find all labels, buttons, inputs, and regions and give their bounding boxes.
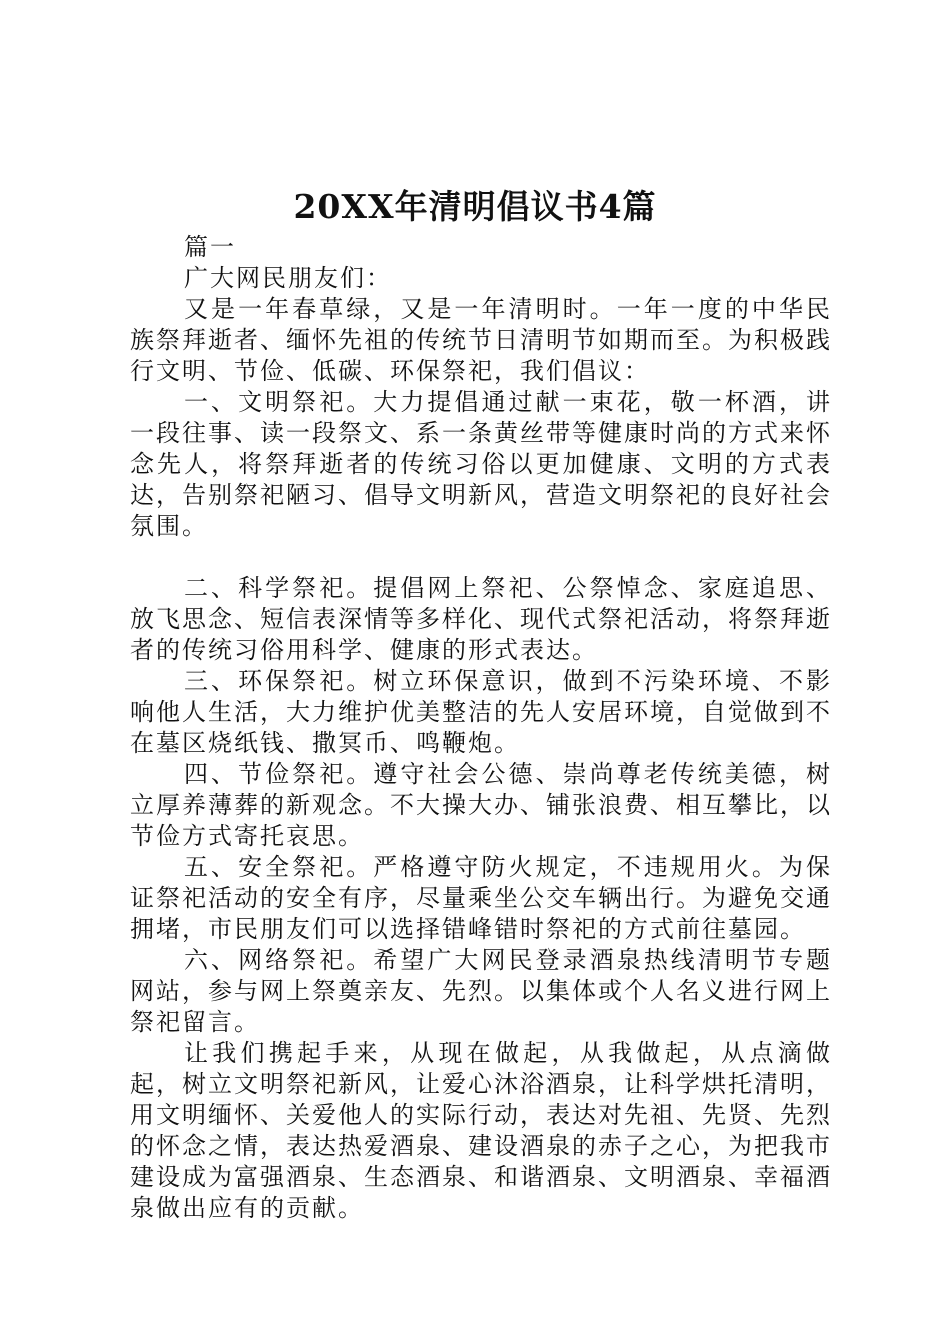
proposal-online: 六、网络祭祀。希望广大网民登录酒泉热线清明节专题网站，参与网上祭奠亲友、先烈。以集体或个人名义进行网上祭祀留言。	[130, 946, 832, 1036]
proposal-safety: 五、安全祭祀。严格遵守防火规定，不违规用火。为保证祭祀活动的安全有序，尽量乘坐公交车辆出行。为避免交通拥堵，市民朋友们可以选择错峰错时祭祀的方式前往墓园。	[130, 853, 832, 943]
proposal-scientific: 二、科学祭祀。提倡网上祭祀、公祭悼念、家庭追思、放飞思念、短信表深情等多样化、现代式祭祀活动，将祭拜逝者的传统习俗用科学、健康的形式表达。	[130, 574, 832, 664]
paragraph-spacer	[130, 542, 832, 573]
salutation: 广大网民朋友们：	[184, 264, 392, 292]
document-body	[130, 232, 832, 1224]
section-label: 篇一	[184, 233, 236, 261]
proposal-frugal: 四、节俭祭祀。遵守社会公德、崇尚尊老传统美德，树立厚养薄葬的新观念。不大操大办、铺张浪费、相互攀比，以节俭方式寄托哀思。	[130, 760, 832, 850]
document-title: 20XX年清明倡议书4篇	[293, 187, 657, 226]
closing-paragraph: 让我们携起手来，从现在做起，从我做起，从点滴做起，树立文明祭祀新风，让爱心沐浴酒泉，让科学烘托清明，用文明缅怀、关爱他人的实际行动，表达对先祖、先贤、先烈的怀念之情，表达热爱酒泉、建设酒泉的赤子之心，为把我市建设成为富强酒泉、生态酒泉、和谐酒泉、文明酒泉、幸福酒泉做出应有的贡献。	[130, 1039, 832, 1222]
proposal-civilized: 一、文明祭祀。大力提倡通过献一束花，敬一杯酒，讲一段往事、读一段祭文、系一条黄丝带等健康时尚的方式来怀念先人，将祭拜逝者的传统习俗以更加健康、文明的方式表达，告别祭祀陋习、倡导文明新风，营造文明祭祀的良好社会氛围。	[130, 388, 832, 540]
proposal-environmental: 三、环保祭祀。树立环保意识，做到不污染环境、不影响他人生活，大力维护优美整洁的先人安居环境，自觉做到不在墓区烧纸钱、撒冥币、鸣鞭炮。	[130, 667, 832, 757]
intro-paragraph: 又是一年春草绿，又是一年清明时。一年一度的中华民族祭拜逝者、缅怀先祖的传统节日清明节如期而至。为积极践行文明、节俭、低碳、环保祭祀，我们倡议：	[130, 295, 832, 385]
